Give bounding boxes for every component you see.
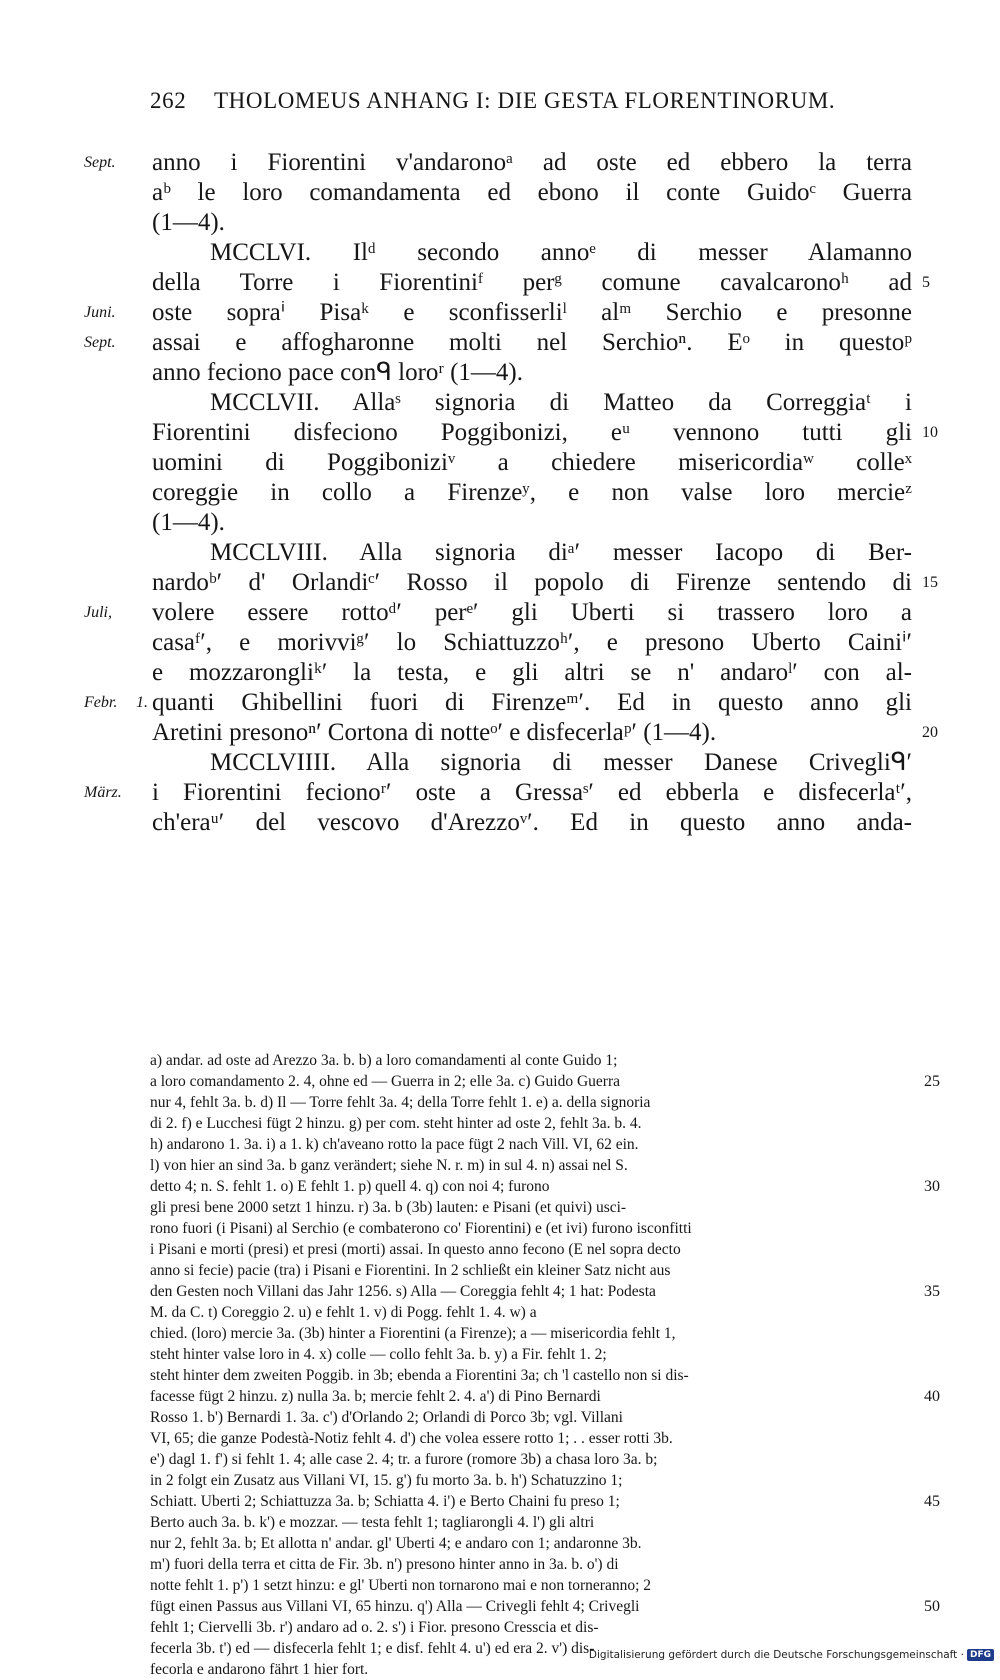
footnote-line <box>150 1323 912 1344</box>
text-line-content: anno feciono pace conᑫ loroʳ (1—4). <box>152 359 524 386</box>
footnote-text: Schiatt. Uberti 2; Schiattuzza 3a. b; Schiatta 4. i') e Berto Chaini fu preso 1; <box>150 1493 620 1510</box>
dfg-logo: DFG <box>967 1649 994 1661</box>
footnote-text: M. da C. t) Coreggio 2. u) e fehlt 1. v) di Pogg. fehlt 1. 4. w) a <box>150 1304 537 1321</box>
digitization-credit <box>589 1649 994 1661</box>
text-line-content: (1—4). <box>152 209 225 236</box>
text-line-content: MCCLVIII. Alla signoria diᵃ′ messer Iacopo di Ber- <box>210 539 912 566</box>
text-line <box>152 748 912 778</box>
text-line-content: MCCLVII. Allaˢ signoria di Matteo da Correggiaᵗ i <box>210 389 912 416</box>
margin-date: Juni. <box>84 304 116 321</box>
footnote-text: fecorla e andarono fährt 1 hier fort. <box>150 1661 369 1678</box>
footnote-text: chied. (loro) mercie 3a. (3b) hinter a Fiorentini (a Firenze); a — misericordia fehlt 1, <box>150 1325 676 1342</box>
running-header <box>150 88 910 118</box>
line-number: 25 <box>924 1073 940 1090</box>
footnote-text: rono fuori (i Pisani) al Serchio (e combaterono co' Fiorentini) e (et ivi) furono isconfitti <box>150 1220 692 1237</box>
text-line <box>152 478 912 508</box>
text-line <box>152 208 912 238</box>
text-line-content: Aretini presonoⁿ′ Cortona di notteᵒ′ e disfecerlaᵖ′ (1—4). <box>152 719 717 746</box>
line-number: 35 <box>924 1283 940 1300</box>
footnote-line <box>150 1617 912 1638</box>
footnote-text: a) andar. ad oste ad Arezzo 3a. b. b) a loro comandamenti al conte Guido 1; <box>150 1052 618 1069</box>
footnote-text: Rosso 1. b') Bernardi 1. 3a. c') d'Orlando 2; Orlandi di Porco 3b; vgl. Villani <box>150 1409 623 1426</box>
margin-date: Sept. <box>84 334 116 351</box>
text-line-content: uomini di Poggiboniziᵛ a chiedere misericordiaʷ colleˣ <box>152 449 912 476</box>
text-line <box>152 358 912 388</box>
footnote-line <box>150 1050 912 1071</box>
footnote-line <box>150 1596 940 1617</box>
text-line <box>152 178 912 208</box>
text-line-content: (1—4). <box>152 509 225 536</box>
text-line <box>152 448 912 478</box>
text-line-content: oste sopraⁱ Pisaᵏ e sconfisserliˡ alᵐ Serchio e presonne <box>152 299 912 326</box>
credit-text: Digitalisierung gefördert durch die Deutsche Forschungsgemeinschaft · <box>588 1649 964 1661</box>
footnote-line <box>150 1407 912 1428</box>
text-line-content: assai e affogharonne molti nel Serchioⁿ. Eᵒ in questoᵖ <box>152 329 912 356</box>
text-line-content: i Fiorentini fecionoʳ′ oste a Gressaˢ′ ed ebberla e disfecerlaᵗ′, <box>152 779 912 806</box>
text-line <box>152 388 912 418</box>
line-number: 40 <box>924 1388 940 1405</box>
footnote-text: m') fuori della terra et citta de Fir. 3b. n') presono hinter anno in 3a. b. o') di <box>150 1556 619 1573</box>
footnote-text: VI, 65; die ganze Podestà-Notiz fehlt 4. d') che volea essere rotto 1; . . esser rotti 3b. <box>150 1430 673 1447</box>
footnote-text: e') dagl 1. f') si fehlt 1. 4; alle case 2. 4; tr. a furore (romore 3b) a chasa loro 3a. b; <box>150 1451 658 1468</box>
footnote-text: steht hinter dem zweiten Poggib. in 3b; ebenda a Fiorentini 3a; ch 'l castello non si dis- <box>150 1367 689 1384</box>
text-line-content: coreggie in collo a Firenzeʸ, e non valse loro mercieᶻ <box>152 479 912 506</box>
footnote-text: l) von hier an sind 3a. b ganz verändert; siehe N. r. m) in sul 4. n) assai nel S. <box>150 1157 628 1174</box>
footnote-text: in 2 folgt ein Zusatz aus Villani VI, 15. g') fu morto 3a. b. h') Schatuzzino 1; <box>150 1472 623 1489</box>
footnote-text: fecerla 3b. t') ed — disfecerla fehlt 1; e disf. fehlt 4. u') ed era 2. v') dis- <box>150 1640 595 1657</box>
text-line <box>84 778 912 808</box>
text-line <box>84 298 912 328</box>
footnote-line <box>150 1302 912 1323</box>
footnote-text: facesse fügt 2 hinzu. z) nulla 3a. b; mercie fehlt 2. 4. a') di Pino Bernardi <box>150 1388 601 1405</box>
footnotes <box>150 1050 940 1680</box>
footnote-text: di 2. f) e Lucchesi fügt 2 hinzu. g) per com. steht hinter ad oste 2, fehlt 3a. b. 4. <box>150 1115 642 1132</box>
footnote-line <box>150 1113 912 1134</box>
footnote-line <box>150 1470 912 1491</box>
text-line <box>152 628 912 658</box>
footnote-line <box>150 1554 912 1575</box>
margin-date: Sept. <box>84 154 116 171</box>
text-line-content: e mozzarongliᵏ′ la testa, e gli altri se n' andaroˡ′ con al- <box>152 659 912 686</box>
footnote-line <box>150 1197 912 1218</box>
text-line-content: volere essere rottoᵈ′ perᵉ′ gli Uberti si trassero loro a <box>152 599 912 626</box>
footnote-text: fügt einen Passus aus Villani VI, 65 hinzu. q') Alla — Crivegli fehlt 4; Crivegli <box>150 1598 640 1615</box>
footnote-text: gli presi bene 2000 setzt 1 hinzu. r) 3a. b (3b) lauten: e Pisani (et quivi) usci- <box>150 1199 627 1216</box>
text-line-content: casaᶠ′, e morivviᵍ′ lo Schiattuzzoʰ′, e presono Uberto Cainiⁱ′ <box>152 629 912 656</box>
text-line <box>84 598 912 628</box>
footnote-line <box>150 1176 940 1197</box>
text-line <box>152 718 938 748</box>
footnote-line <box>150 1239 912 1260</box>
footnote-text: nur 2, fehlt 3a. b; Et allotta n' andar. gl' Uberti 4; e andaro con 1; andaronne 3b. <box>150 1535 642 1552</box>
footnote-line <box>150 1365 912 1386</box>
text-line-content: quanti Ghibellini fuori di Firenzeᵐ′. Ed in questo anno gli <box>152 689 912 716</box>
footnote-line <box>150 1386 940 1407</box>
text-line <box>152 538 912 568</box>
text-line-content: nardoᵇ′ d' Orlandiᶜ′ Rosso il popolo di Firenze sentendo di <box>152 569 912 596</box>
footnote-line <box>150 1071 940 1092</box>
footnote-text: steht hinter valse loro in 4. x) colle — collo fehlt 3a. b. y) a Fir. fehlt 1. 2; <box>150 1346 607 1363</box>
text-line <box>152 418 938 448</box>
main-text <box>84 148 938 838</box>
margin-date: Juli, <box>84 604 112 621</box>
footnote-line <box>150 1491 940 1512</box>
margin-date: März. <box>84 784 122 801</box>
page-number: 262 <box>150 88 187 113</box>
text-line-content: MCCLVI. Ilᵈ secondo annoᵉ di messer Alamanno <box>210 239 912 266</box>
footnote-line <box>150 1512 912 1533</box>
footnote-text: a loro comandamento 2. 4, ohne ed — Guerra in 2; elle 3a. c) Guido Guerra <box>150 1073 621 1090</box>
text-line <box>152 268 930 298</box>
footnote-line <box>150 1134 912 1155</box>
footnote-line <box>150 1092 912 1113</box>
text-line <box>152 508 912 538</box>
line-number: 5 <box>922 274 930 291</box>
footnote-text: i Pisani e morti (presi) et presi (morti) assai. In questo anno fecono (E nel sopra decto <box>150 1241 681 1258</box>
text-line-content: della Torre i Fiorentiniᶠ perᵍ comune cavalcaronoʰ ad <box>152 269 912 296</box>
footnote-text: anno si fecie) pacie (tra) i Pisani e Fiorentini. In 2 schließt ein kleiner Satz nicht aus <box>150 1262 671 1279</box>
footnote-line <box>150 1449 912 1470</box>
text-line <box>84 148 912 178</box>
line-number: 10 <box>922 424 938 441</box>
text-line-content: ch'eraᵘ′ del vescovo d'Arezzoᵛ′. Ed in questo anno anda- <box>152 809 912 836</box>
footnote-text: fehlt 1; Ciervelli 3b. r') andaro ad o. 2. s') i Fior. presono Cresscia et dis- <box>150 1619 599 1636</box>
line-number: 45 <box>924 1493 940 1510</box>
line-number: 30 <box>924 1178 940 1195</box>
text-line-content: Fiorentini disfeciono Poggibonizi, eᵘ vennono tutti gli <box>152 419 912 446</box>
footnote-text: nur 4, fehlt 3a. b. d) Il — Torre fehlt 3a. 4; della Torre fehlt 1. e) a. della signoria <box>150 1094 651 1111</box>
footnote-text: notte fehlt 1. p') 1 setzt hinzu: e gl' Uberti non tornarono mai e non torneranno; 2 <box>150 1577 652 1594</box>
footnote-line <box>150 1428 912 1449</box>
line-number: 20 <box>922 724 938 741</box>
text-line <box>152 658 912 688</box>
footnote-line <box>150 1260 912 1281</box>
margin-date: Febr. 1. <box>84 694 148 711</box>
text-line <box>84 328 912 358</box>
footnote-line <box>150 1533 912 1554</box>
running-title: THOLOMEUS ANHANG I: DIE GESTA FLORENTINORUM. <box>214 88 836 113</box>
footnote-line <box>150 1575 912 1596</box>
footnote-text: den Gesten noch Villani das Jahr 1256. s) Alla — Coreggia fehlt 4; 1 hat: Podesta <box>150 1283 656 1300</box>
footnote-line <box>150 1344 912 1365</box>
footnote-line <box>150 1155 912 1176</box>
text-line-content: anno i Fiorentini v'andaronoᵃ ad oste ed ebbero la terra <box>152 149 912 176</box>
footnote-line <box>150 1218 912 1239</box>
footnote-text: Berto auch 3a. b. k') e mozzar. — testa fehlt 1; tagliarongli 4. l') gli altri <box>150 1514 595 1531</box>
footnote-text: h) andarono 1. 3a. i) a 1. k) ch'aveano rotto la pace fügt 2 nach Vill. VI, 62 ein. <box>150 1136 639 1153</box>
text-line-content: aᵇ le loro comandamenta ed ebono il conte Guidoᶜ Guerra <box>152 179 912 206</box>
text-line <box>152 808 912 838</box>
footnote-text: detto 4; n. S. fehlt 1. o) E fehlt 1. p) quell 4. q) con noi 4; furono <box>150 1178 550 1195</box>
footnote-line <box>150 1659 912 1680</box>
text-line <box>152 568 938 598</box>
text-line <box>84 688 912 718</box>
text-line-content: MCCLVIIII. Alla signoria di messer Danese Crivegliᑫ′ <box>210 749 912 776</box>
line-number: 15 <box>922 574 938 591</box>
footnote-line <box>150 1281 940 1302</box>
line-number: 50 <box>924 1598 940 1615</box>
text-line <box>152 238 912 268</box>
